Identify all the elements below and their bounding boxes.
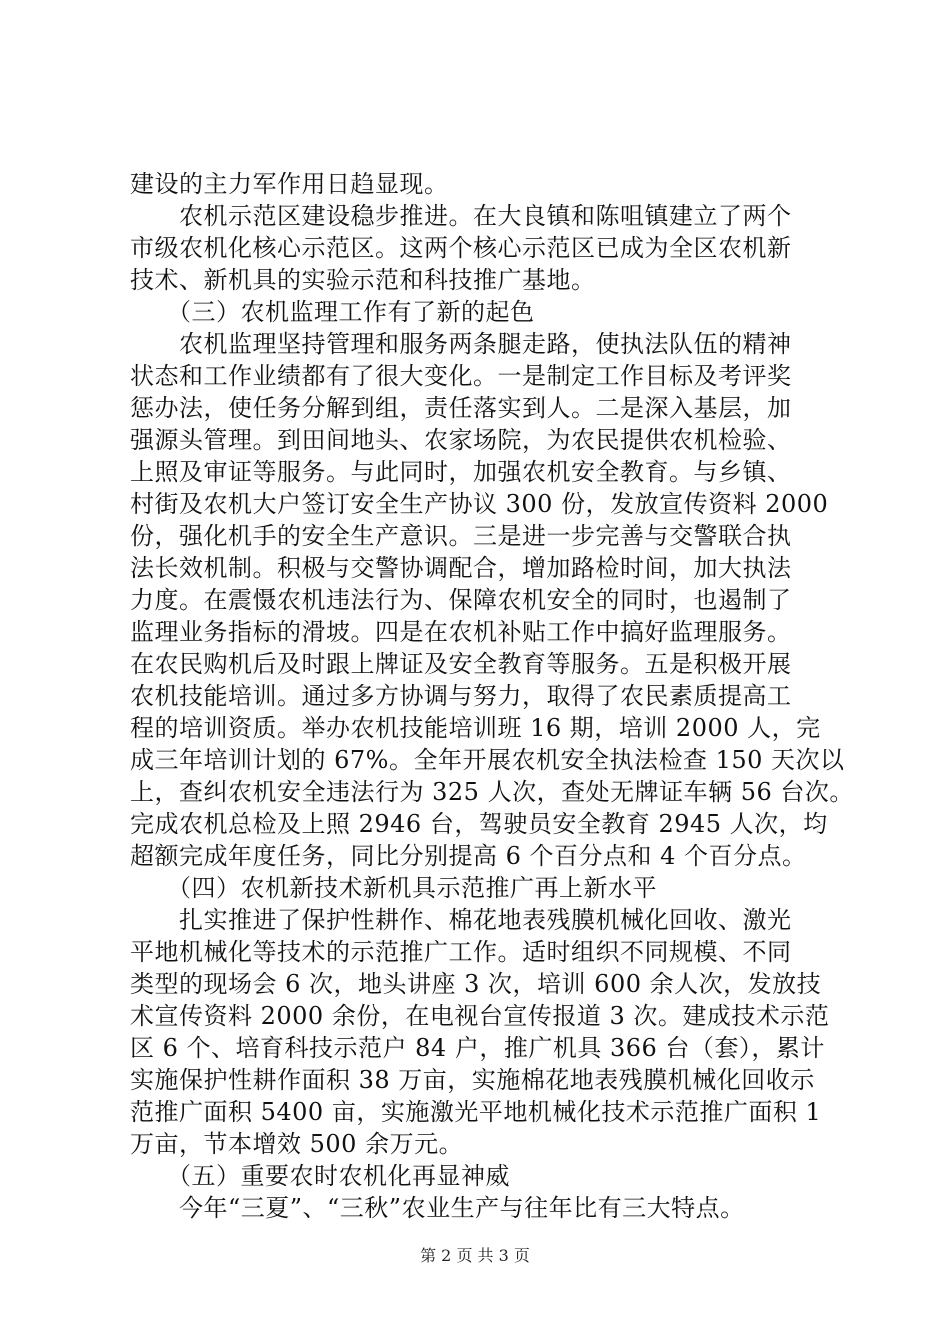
text-line: 类型的现场会 6 次，地头讲座 3 次，培训 600 余人次，发放技 <box>130 970 822 998</box>
text-line: 技术、新机具的实验示范和科技推广基地。 <box>130 266 596 294</box>
text-line: 法长效机制。积极与交警协调配合，增加路检时间，加大执法 <box>130 554 792 582</box>
text-line: （四）农机新技术新机具示范推广再上新水平 <box>130 874 657 902</box>
text-line: （三）农机监理工作有了新的起色 <box>130 298 535 326</box>
text-line: 成三年培训计划的 67%。全年开展农机安全执法检查 150 天次以 <box>130 746 845 774</box>
text-line: 监理业务指标的滑坡。四是在农机补贴工作中搞好监理服务。 <box>130 618 792 646</box>
text-line: 扎实推进了保护性耕作、棉花地表残膜机械化回收、激光 <box>130 906 792 934</box>
text-line: 超额完成年度任务，同比分别提高 6 个百分点和 4 个百分点。 <box>130 842 807 870</box>
text-line: 区 6 个、培育科技示范户 84 户，推广机具 366 台（套），累计 <box>130 1034 825 1062</box>
text-line: 在农民购机后及时跟上牌证及安全教育等服务。五是积极开展 <box>130 650 792 678</box>
text-line: 实施保护性耕作面积 38 万亩，实施棉花地表残膜机械化回收示 <box>130 1066 815 1094</box>
text-line: 力度。在震慑农机违法行为、保障农机安全的同时，也遏制了 <box>130 586 792 614</box>
text-line: 强源头管理。到田间地头、农家场院，为农民提供农机检验、 <box>130 426 792 454</box>
text-line: 市级农机化核心示范区。这两个核心示范区已成为全区农机新 <box>130 234 792 262</box>
text-line: （五）重要农时农机化再显神威 <box>130 1162 510 1190</box>
text-line: 上照及审证等服务。与此同时，加强农机安全教育。与乡镇、 <box>130 458 792 486</box>
text-line: 范推广面积 5400 亩，实施激光平地机械化技术示范推广面积 1 <box>130 1098 822 1126</box>
text-line: 平地机械化等技术的示范推广工作。适时组织不同规模、不同 <box>130 938 792 966</box>
text-line: 建设的主力军作用日趋显现。 <box>130 170 449 198</box>
text-line: 今年“三夏”、“三秋”农业生产与往年比有三大特点。 <box>130 1194 745 1222</box>
text-line: 惩办法，使任务分解到组，责任落实到人。二是深入基层，加 <box>130 394 792 422</box>
text-line: 上，查纠农机安全违法行为 325 人次，查处无牌证车辆 56 台次。 <box>130 778 854 806</box>
text-line: 份，强化机手的安全生产意识。三是进一步完善与交警联合执 <box>130 522 792 550</box>
document-body <box>130 168 854 1224</box>
text-line: 术宣传资料 2000 余份，在电视台宣传报道 3 次。建成技术示范 <box>130 1002 830 1030</box>
text-line: 农机监理坚持管理和服务两条腿走路，使执法队伍的精神 <box>130 330 792 358</box>
page-footer: 第 2 页 共 3 页 <box>420 1246 530 1265</box>
text-line: 完成农机总检及上照 2946 台，驾驶员安全教育 2945 人次，均 <box>130 810 828 838</box>
text-line: 万亩，节本增效 500 余万元。 <box>130 1130 464 1158</box>
text-line: 程的培训资质。举办农机技能培训班 16 期，培训 2000 人，完 <box>130 714 821 742</box>
text-line: 状态和工作业绩都有了很大变化。一是制定工作目标及考评奖 <box>130 362 792 390</box>
text-line: 农机技能培训。通过多方协调与努力，取得了农民素质提高工 <box>130 682 792 710</box>
text-line: 村街及农机大户签订安全生产协议 300 份，发放宣传资料 2000 <box>130 490 829 518</box>
text-line: 农机示范区建设稳步推进。在大良镇和陈咀镇建立了两个 <box>130 202 792 230</box>
